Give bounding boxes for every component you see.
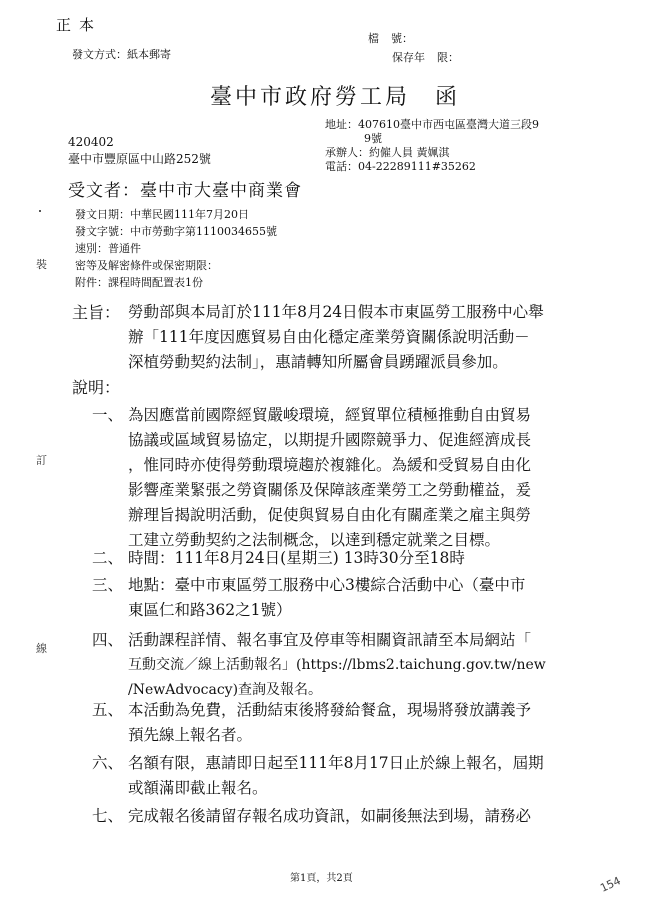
item-line: 辦理旨揭說明活動，促使與貿易自由化有關產業之雇主與勞 (128, 506, 532, 524)
page-number: 第1頁，共2頁 (290, 873, 353, 884)
item-number: 三、 (92, 576, 124, 594)
explanation-item (128, 573, 525, 623)
sender-contact: 承辦人：約僱人員 黃姵淇 (325, 146, 450, 159)
item-line: 完成報名後請留存報名成功資訊，如嗣後無法到場，請務必 (128, 807, 532, 825)
item-line: 本活動為免費，活動結束後將發給餐盒，現場將發放講義予 (128, 701, 532, 719)
speed-class: 速別：普通件 (75, 242, 141, 255)
binding-mark-bind: 裝 (36, 258, 47, 271)
document-copy-label: 正本 (56, 16, 103, 34)
send-method: 發文方式：紙本郵寄 (72, 48, 171, 61)
subject-line: 辦「111年度因應貿易自由化穩定產業勞資關係說明活動－ (128, 328, 530, 346)
subject-label: 主旨： (72, 303, 121, 322)
item-line: 為因應當前國際經貿嚴峻環境，經貿單位積極推動自由貿易 (128, 406, 532, 424)
document-number: 發文字號：中市勞動字第1110034655號 (75, 225, 277, 238)
retention-label-part2: 限： (437, 51, 459, 64)
receiver-zip: 420402 (68, 135, 114, 149)
item-line: 名額有限，惠請即日起至111年8月17日止於線上報名，屆期 (128, 754, 544, 772)
item-line: 東區仁和路362之1號） (128, 601, 292, 619)
retention-period-label (392, 49, 459, 65)
item-line: 或額滿即截止報名。 (128, 779, 268, 797)
security-class: 密等及解密條件或保密期限： (75, 259, 218, 272)
item-line: 互動交流／線上活動報名」(https://lbms2.taichung.gov.tw/new (128, 657, 546, 673)
subject-line: 勞動部與本局訂於111年8月24日假本市東區勞工服務中心舉 (128, 303, 544, 321)
receiver-address: 臺中市豐原區中山路252號 (68, 152, 211, 166)
explanation-item (128, 546, 465, 571)
handwritten-number: 154 (598, 874, 623, 895)
issue-date: 發文日期：中華民國111年7月20日 (75, 208, 249, 221)
document-meta (75, 206, 277, 291)
item-line: 預先線上報名者。 (128, 726, 253, 744)
item-line: 地點：臺中市東區勞工服務中心3樓綜合活動中心（臺中市 (128, 576, 526, 594)
explanation-item (128, 628, 546, 703)
item-number: 五、 (92, 701, 124, 719)
sender-address-line2: 9號 (364, 132, 382, 145)
item-number: 二、 (92, 549, 124, 567)
subject-line: 深植勞動契約法制」，惠請轉知所屬會員踴躍派員參加。 (128, 353, 508, 371)
item-line: 時間：111年8月24日(星期三) 13時30分至18時 (128, 549, 465, 567)
item-line: 活動課程詳情、報名事宜及停車等相關資訊請至本局網站「 (128, 631, 532, 649)
file-number-label (368, 30, 413, 46)
file-number-label-part1: 檔 (368, 32, 379, 45)
explanation-item (128, 403, 531, 553)
sender-phone: 電話：04-22289111#35262 (325, 160, 476, 173)
explanation-item (128, 804, 531, 829)
retention-label-part1: 保存年 (392, 51, 425, 64)
sender-info (325, 118, 539, 174)
binding-mark-stitch: 訂 (36, 454, 47, 467)
item-line: ，惟同時亦使得勞動環境趨於複雜化。為緩和受貿易自由化 (128, 456, 532, 474)
explanation-item (128, 698, 531, 748)
explanation-item (128, 751, 544, 801)
item-number: 四、 (92, 631, 124, 649)
item-number: 七、 (92, 807, 124, 825)
sender-address-line1: 地址：407610臺中市西屯區臺灣大道三段9 (325, 118, 539, 131)
item-line: 協議或區域貿易協定，以期提升國際競爭力、促進經濟成長 (128, 431, 532, 449)
binding-mark-line: 線 (36, 642, 47, 655)
attachment: 附件：課程時間配置表1份 (75, 276, 203, 289)
margin-dot (39, 210, 41, 212)
item-number: 一、 (92, 406, 124, 424)
item-line: 影響產業緊張之勞資關係及保障該產業勞工之勞動權益，爰 (128, 481, 532, 499)
recipient: 受文者：臺中市大臺中商業會 (68, 181, 302, 201)
explanation-label: 說明： (72, 378, 121, 397)
item-line: /NewAdvocacy)查詢及報名。 (128, 682, 323, 698)
file-number-label-part2: 號： (391, 32, 413, 45)
item-number: 六、 (92, 754, 124, 772)
document-title: 臺中市政府勞工局 函 (210, 85, 461, 110)
item-line: 工建立勞動契約之法制概念，以達到穩定就業之目標。 (128, 531, 501, 549)
subject-text (128, 300, 544, 375)
